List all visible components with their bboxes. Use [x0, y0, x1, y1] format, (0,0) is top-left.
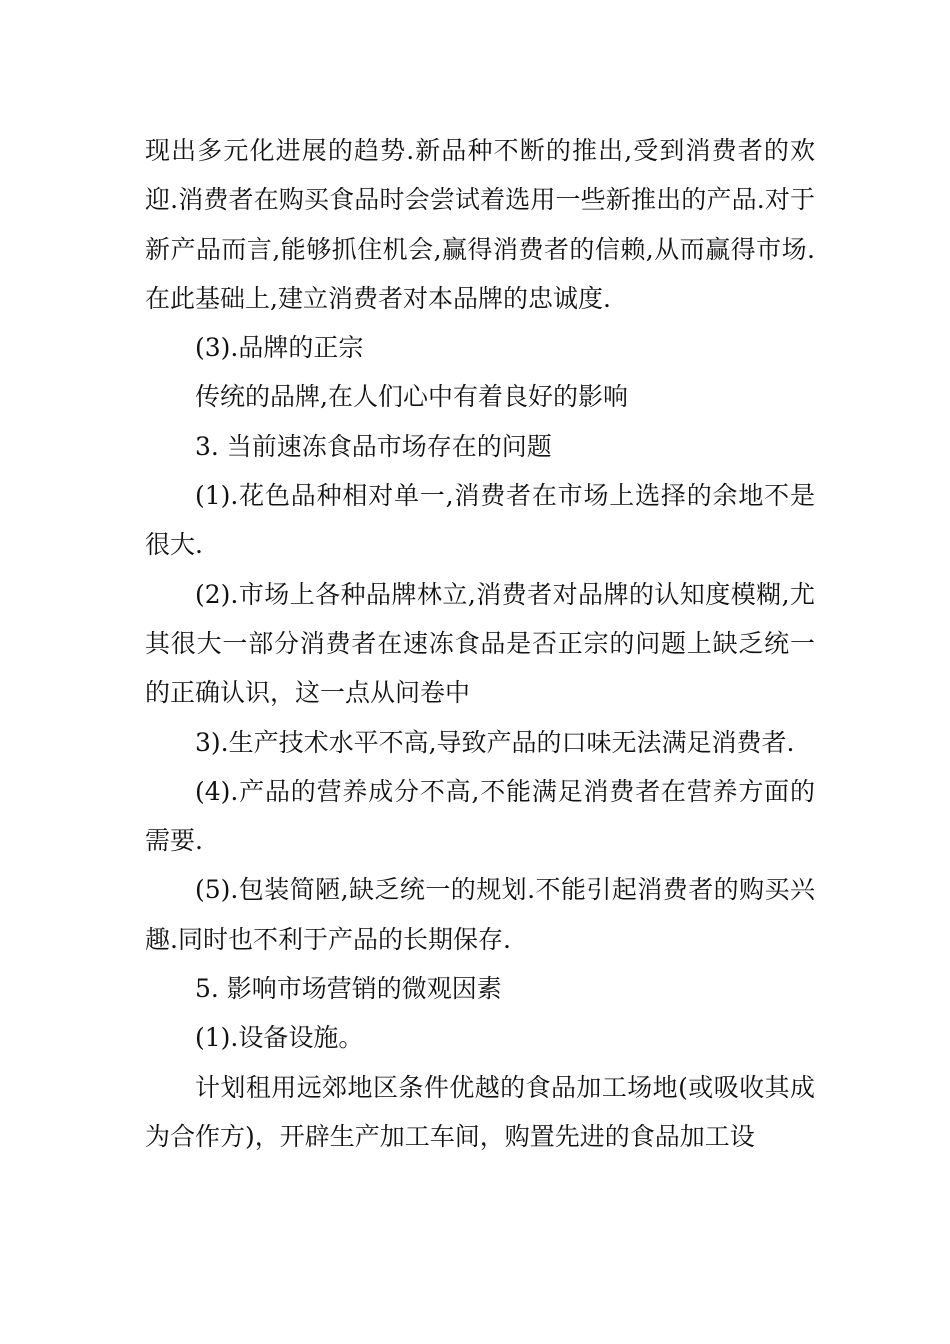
- paragraph: 3).生产技术水平不高,导致产品的口味无法满足消费者.: [195, 727, 795, 757]
- paragraph: (2).市场上各种品牌林立,消费者对品牌的认知度模糊,尤其很大一部分消费者在速冻食品是否正宗的问题上缺乏统一的正确认识，这一点从问卷中: [145, 579, 815, 708]
- paragraph: (1).设备设施。: [195, 1023, 364, 1053]
- paragraph: 计划租用远郊地区条件优越的食品加工场地(或吸收其成为合作方)，开辟生产加工车间，购置先进的食品加工设: [145, 1072, 815, 1151]
- paragraph: 传统的品牌,在人们心中有着良好的影响: [195, 382, 628, 412]
- paragraph: (5).包装简陋,缺乏统一的规划.不能引起消费者的购买兴趣.同时也不利于产品的长期保存.: [145, 875, 815, 954]
- paragraph: (1).花色品种相对单一,消费者在市场上选择的余地不是很大.: [145, 481, 815, 560]
- paragraph: (3).品牌的正宗: [195, 333, 364, 363]
- paragraph: (4).产品的营养成分不高,不能满足消费者在营养方面的需要.: [145, 776, 815, 856]
- section-heading: 5. 影响市场营销的微观因素: [195, 974, 502, 1004]
- document-body: [145, 126, 815, 1161]
- paragraph: 现出多元化进展的趋势.新品种不断的推出,受到消费者的欢迎.消费者在购买食品时会尝试着选用一些新推出的产品.对于新产品而言,能够抓住机会,赢得消费者的信赖,从而赢得市场.在此基础上,建立消费者对本品牌的忠诚度.: [145, 136, 815, 313]
- section-heading: 3. 当前速冻食品市场存在的问题: [195, 431, 552, 461]
